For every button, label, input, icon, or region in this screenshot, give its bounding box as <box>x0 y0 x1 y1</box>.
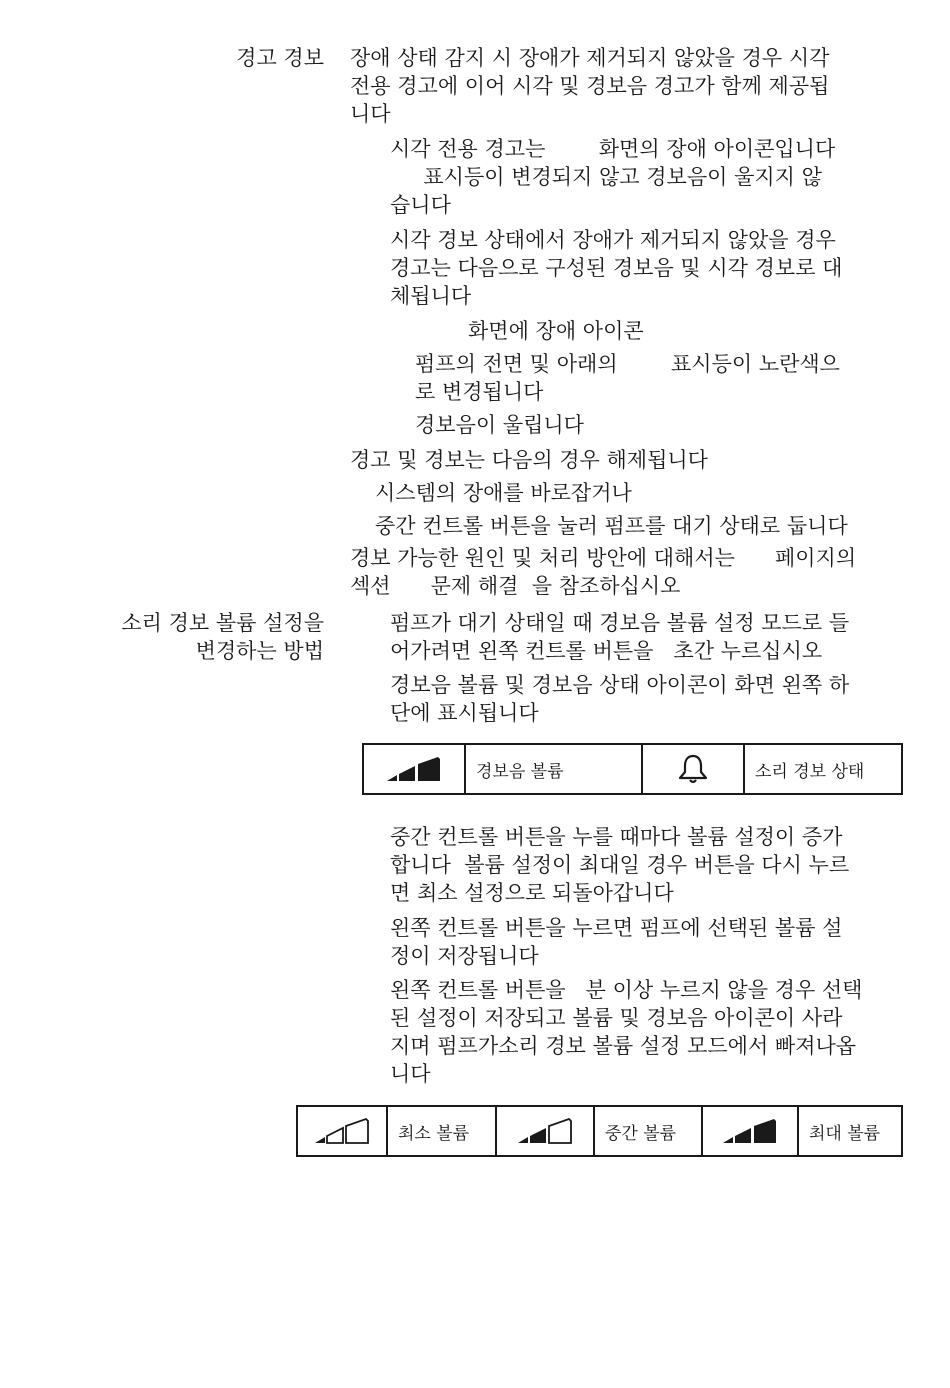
alarm-item-led: 펌프의 전면 및 아래의 표시등이 노란색으 로 변경됩니다 <box>415 352 840 404</box>
volume-mid-icon <box>516 1118 574 1144</box>
status-label: 소리 경보 상태 <box>744 744 902 794</box>
volume-step-5: 왼쪽 컨트롤 버튼을 분 이상 누르지 않을 경우 선택 된 설정이 저장되고 볼륨 및 경보음 아이콘이 사라 지며 펌프가소리 경보 볼륨 설정 모드에서 빠져나옵 니다 <box>390 978 863 1086</box>
volume-step-1: 펌프가 대기 상태일 때 경보음 볼륨 설정 모드로 들 어가려면 왼쪽 컨트롤 버튼을 초간 누르십시오 <box>390 611 850 663</box>
bell-icon <box>676 753 710 785</box>
clear-intro: 경고 및 경보는 다음의 경우 해제됩니다 <box>350 448 708 472</box>
mid-volume-icon-cell <box>496 1106 594 1156</box>
mid-volume-label: 중간 볼륨 <box>594 1106 702 1156</box>
volume-step-3: 중간 컨트롤 버튼을 누를 때마다 볼륨 설정이 증가 합니다 볼륨 설정이 최대일 경우 버튼을 다시 누르 면 최소 설정으로 되돌아갑니다 <box>390 825 850 905</box>
warning-intro: 장애 상태 감지 시 장애가 제거되지 않았을 경우 시각 전용 경고에 이어 시각 및 경보음 경고가 함께 제공됩 니다 <box>350 46 830 126</box>
volume-step-2: 경보음 볼륨 및 경보음 상태 아이콘이 화면 왼쪽 하 단에 표시됩니다 <box>390 673 850 725</box>
visual-only-alert: 시각 전용 경고는 화면의 장애 아이콘입니다 표시등이 변경되지 않고 경보음이 울지지 않 습니다 <box>390 137 836 217</box>
min-volume-icon-cell <box>297 1106 387 1156</box>
alarm-icons-table <box>362 743 903 795</box>
volume-levels-table <box>296 1105 903 1157</box>
min-volume-label: 최소 볼륨 <box>387 1106 496 1156</box>
volume-bars-icon <box>385 756 443 782</box>
alarm-item-beep: 경보음이 울립니다 <box>415 413 584 437</box>
section-heading-warning: 경고 경보 <box>236 46 324 70</box>
visual-alarm-state: 시각 경보 상태에서 장애가 제거되지 않았을 경우 경고는 다음으로 구성된 경보음 및 시각 경보로 대 체됩니다 <box>390 228 843 308</box>
volume-icon-cell <box>363 744 465 794</box>
troubleshoot-reference: 경보 가능한 원인 및 처리 방안에 대해서는 페이지의 섹션 문제 해결 을 참조하십시오 <box>350 546 857 598</box>
volume-min-icon <box>313 1118 371 1144</box>
alarm-item-icon: 화면에 장애 아이콘 <box>468 319 644 343</box>
volume-max-icon <box>721 1118 779 1144</box>
clear-option-1: 시스템의 장애를 바로잡거나 <box>375 481 632 505</box>
volume-label: 경보음 볼륨 <box>465 744 642 794</box>
max-volume-label: 최대 볼륨 <box>798 1106 902 1156</box>
bell-icon-cell <box>642 744 744 794</box>
max-volume-icon-cell <box>702 1106 798 1156</box>
section-heading-volume: 소리 경보 볼륨 설정을 변경하는 방법 <box>121 611 324 663</box>
volume-step-4: 왼쪽 컨트롤 버튼을 누르면 펌프에 선택된 볼륨 설 정이 저장됩니다 <box>390 916 843 968</box>
clear-option-2: 중간 컨트롤 버튼을 눌러 펌프를 대기 상태로 둡니다 <box>375 514 848 538</box>
